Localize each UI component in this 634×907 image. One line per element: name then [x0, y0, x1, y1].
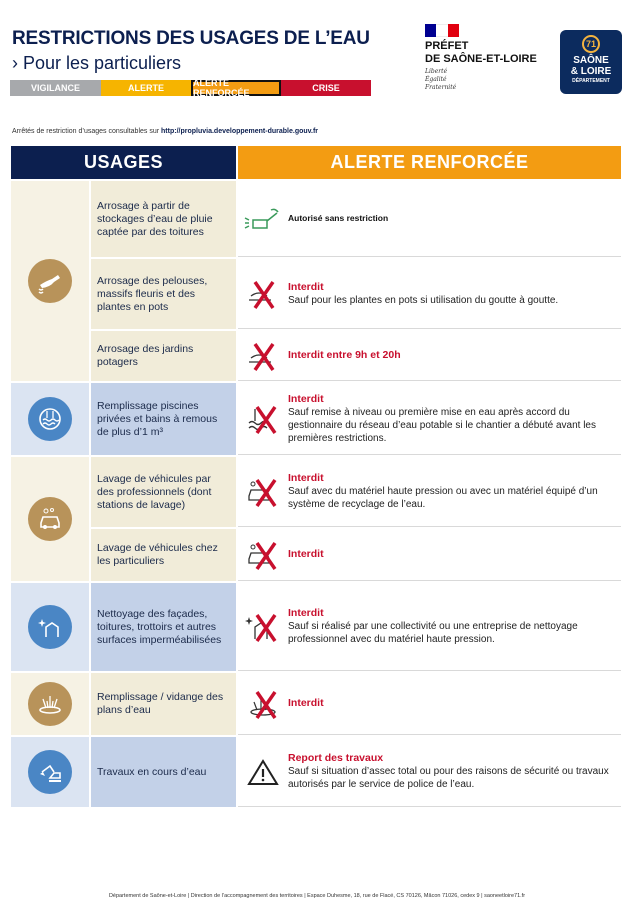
usage-label: Travaux en cours d’eau — [91, 737, 236, 807]
pool-icon — [28, 397, 72, 441]
car-wash-forbidden-icon — [238, 457, 288, 526]
table-row — [89, 383, 621, 455]
french-flag-icon — [425, 24, 459, 37]
cleaning-icon — [28, 605, 72, 649]
level-alerte: ALERTE — [101, 80, 191, 96]
group-arrosage — [11, 179, 621, 381]
level-alerte-renforcee: ALERTE RENFORCÉE — [191, 80, 281, 96]
hose-forbidden-icon — [238, 331, 288, 380]
rule-head: Interdit — [288, 697, 324, 709]
watering-can-allowed-icon — [238, 181, 288, 256]
pool-forbidden-icon — [238, 383, 288, 454]
pond-icon — [28, 682, 72, 726]
reference-note — [12, 128, 318, 135]
car-wash-forbidden-icon — [238, 529, 288, 580]
excavator-icon — [28, 750, 72, 794]
page-subtitle: › Pour les particuliers — [12, 53, 182, 73]
usage-label: Lavage de véhicules par des professionnels (dont stations de lavage) — [91, 457, 236, 527]
page-title: RESTRICTIONS DES USAGES DE L’EAU — [12, 28, 370, 49]
prefet-line2: DE SAÔNE-ET-LOIRE — [425, 53, 537, 65]
usage-label: Arrosage à partir de stockages d’eau de pluie captée par des toitures — [91, 181, 236, 257]
col-header-usages: USAGES — [11, 146, 236, 179]
rule-head: Interdit — [288, 607, 324, 619]
watering-can-icon — [28, 259, 72, 303]
restrictions-table — [11, 146, 621, 807]
prefet-logo — [425, 24, 555, 92]
motto-egalite: Égalité — [425, 76, 447, 83]
prefet-line1: PRÉFET — [425, 40, 469, 52]
group-plans-eau — [11, 671, 621, 735]
group-nettoyage — [11, 581, 621, 671]
level-vigilance: VIGILANCE — [10, 80, 101, 96]
car-wash-icon — [28, 497, 72, 541]
usage-label: Arrosage des jardins potagers — [91, 331, 236, 381]
footer-address: Département de Saône-et-Loire | Direction de l’accompagnement des territoires | Espace Duhesme, 18, rue de Flacé, CS 70126, Mâcon 71026, cedex 9 | saoneetloire71.fr — [108, 893, 526, 899]
dept-mark: 71 — [582, 35, 600, 53]
usage-label: Remplissage piscines privées et bains à remous de plus d’1 m³ — [91, 383, 236, 455]
rule-head: Autorisé sans restriction — [288, 213, 389, 223]
usage-label: Remplissage / vidange des plans d’eau — [91, 673, 236, 735]
table-row — [89, 673, 621, 735]
rule-head: Interdit — [288, 280, 324, 293]
departement-logo — [560, 30, 622, 94]
usage-label: Lavage de véhicules chez les particuliers — [91, 529, 236, 581]
rule-head: Interdit — [288, 392, 324, 405]
group-lavage-vehicules — [11, 455, 621, 581]
table-row — [89, 181, 621, 259]
hose-forbidden-icon — [238, 259, 288, 328]
rule-head: Report des travaux — [288, 752, 384, 764]
table-row — [89, 331, 621, 381]
usage-label: Arrosage des pelouses, massifs fleuris et des plantes en pots — [91, 259, 236, 329]
usage-label: Nettoyage des façades, toitures, trottoirs et autres surfaces imperméabilisées — [91, 583, 236, 671]
table-row — [89, 529, 621, 581]
cleaning-forbidden-icon — [238, 583, 288, 670]
rule-head: Interdit entre 9h et 20h — [288, 349, 401, 361]
col-header-level: ALERTE RENFORCÉE — [238, 146, 621, 179]
group-piscines — [11, 381, 621, 455]
propluvia-link[interactable]: http://propluvia.developpement-durable.gouv.fr — [161, 128, 319, 135]
dept-name-line2: & LOIRE — [570, 66, 612, 77]
dept-name-line3: DÉPARTEMENT — [572, 78, 610, 84]
rule-head: Interdit — [288, 548, 324, 560]
rule-head: Interdit — [288, 472, 324, 484]
alert-level-scale — [10, 80, 371, 96]
table-row — [89, 737, 621, 807]
table-row — [89, 583, 621, 671]
note-text: Arrêtés de restriction d’usages consultables sur — [12, 128, 162, 135]
motto-fraternite: Fraternité — [425, 84, 457, 91]
table-row — [89, 457, 621, 529]
pond-forbidden-icon — [238, 673, 288, 734]
dept-name-line1: SAÔNE — [573, 55, 609, 66]
group-travaux — [11, 735, 621, 807]
table-row — [89, 259, 621, 331]
motto-liberte: Liberté — [425, 68, 448, 75]
rule-detail: Sauf remise à niveau ou première mise en eau après accord du gestionnaire du réseau d’eau potable si le chantier a débuté avant les premières restrictions. — [288, 406, 596, 444]
rule-detail: Sauf avec du matériel haute pression ou avec un matériel équipé d’un système de recyclage de l’eau. — [288, 486, 598, 510]
rule-detail: Sauf si situation d’assec total ou pour des raisons de sécurité ou travaux autorisés par le service de police de l’eau. — [288, 766, 609, 790]
table-header — [11, 146, 621, 179]
rule-detail: Sauf pour les plantes en pots si utilisation du goutte à goutte. — [288, 294, 559, 306]
rule-detail: Sauf si réalisé par une collectivité ou une entreprise de nettoyage professionnel avec du matériel haute pression. — [288, 621, 578, 645]
level-crise: CRISE — [281, 80, 371, 96]
warning-icon — [238, 737, 288, 806]
